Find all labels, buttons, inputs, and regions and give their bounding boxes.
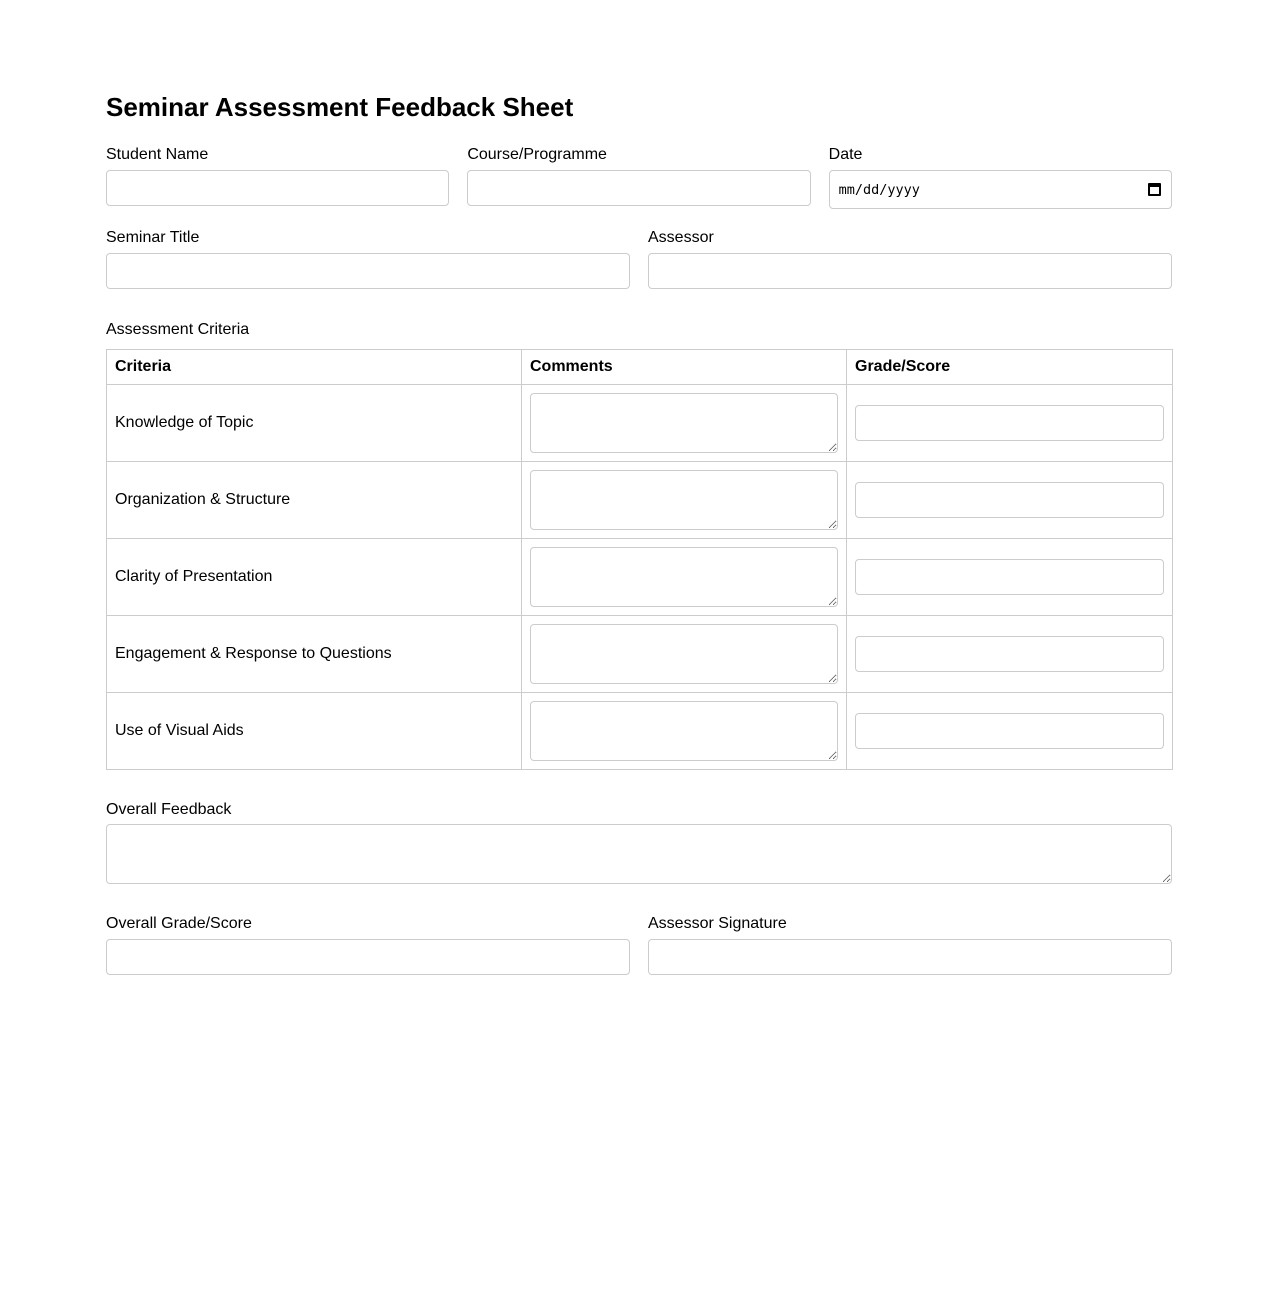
- page-title: Seminar Assessment Feedback Sheet: [106, 92, 574, 122]
- criteria-table: [106, 349, 1173, 770]
- grade-cell: [847, 462, 1173, 539]
- assessor-signature-field: [648, 915, 1172, 975]
- overall-feedback-label: Overall Feedback: [106, 801, 232, 818]
- student-name-input[interactable]: [106, 170, 449, 206]
- date-input[interactable]: [829, 170, 1172, 209]
- table-row: [107, 385, 1173, 462]
- table-row: [107, 539, 1173, 616]
- grade-input[interactable]: [855, 405, 1164, 441]
- date-label: Date: [828, 146, 863, 163]
- date-field: [829, 146, 1172, 209]
- comments-cell: [522, 616, 847, 693]
- table-header-row: [107, 350, 1173, 385]
- table-row: [107, 462, 1173, 539]
- grade-input[interactable]: [855, 559, 1164, 595]
- student-name-label: Student Name: [106, 146, 209, 163]
- grade-cell: [847, 539, 1173, 616]
- criteria-cell: Organization & Structure: [107, 462, 522, 539]
- grade-input[interactable]: [855, 713, 1164, 749]
- assessor-label: Assessor: [648, 229, 714, 246]
- comments-textarea[interactable]: [530, 624, 838, 684]
- column-header-criteria: Criteria: [107, 350, 522, 385]
- overall-feedback-field: [106, 801, 1172, 884]
- criteria-cell: Engagement & Response to Questions: [107, 616, 522, 693]
- column-header-grade: Grade/Score: [847, 350, 1173, 385]
- comments-cell: [522, 385, 847, 462]
- overall-feedback-textarea[interactable]: [106, 824, 1172, 884]
- comments-cell: [522, 539, 847, 616]
- grade-cell: [847, 616, 1173, 693]
- feedback-form: [106, 88, 1172, 975]
- seminar-title-label: Seminar Title: [106, 229, 200, 246]
- comments-textarea[interactable]: [530, 470, 838, 530]
- course-input[interactable]: [467, 170, 810, 206]
- grade-cell: [847, 693, 1173, 770]
- course-label: Course/Programme: [467, 146, 607, 163]
- assessor-signature-input[interactable]: [648, 939, 1172, 975]
- overall-grade-input[interactable]: [106, 939, 630, 975]
- comments-cell: [522, 693, 847, 770]
- criteria-section-label: Assessment Criteria: [106, 321, 250, 338]
- student-name-field: [106, 146, 449, 209]
- table-row: [107, 693, 1173, 770]
- comments-cell: [522, 462, 847, 539]
- calendar-icon[interactable]: [1148, 183, 1161, 196]
- seminar-title-field: [106, 229, 630, 289]
- comments-textarea[interactable]: [530, 547, 838, 607]
- table-row: [107, 616, 1173, 693]
- comments-textarea[interactable]: [530, 701, 838, 761]
- grade-input[interactable]: [855, 482, 1164, 518]
- header-row-2: [106, 229, 1172, 289]
- criteria-cell: Knowledge of Topic: [107, 385, 522, 462]
- overall-grade-label: Overall Grade/Score: [106, 915, 252, 932]
- course-field: [467, 146, 810, 209]
- criteria-section: [106, 321, 1172, 770]
- footer-row: [106, 915, 1172, 975]
- grade-input[interactable]: [855, 636, 1164, 672]
- assessor-field: [648, 229, 1172, 289]
- criteria-cell: Use of Visual Aids: [107, 693, 522, 770]
- assessor-input[interactable]: [648, 253, 1172, 289]
- column-header-comments: Comments: [522, 350, 847, 385]
- grade-cell: [847, 385, 1173, 462]
- overall-grade-field: [106, 915, 630, 975]
- criteria-cell: Clarity of Presentation: [107, 539, 522, 616]
- seminar-title-input[interactable]: [106, 253, 630, 289]
- date-placeholder: mm/dd/yyyy: [838, 181, 920, 198]
- comments-textarea[interactable]: [530, 393, 838, 453]
- header-row-1: [106, 146, 1172, 209]
- assessor-signature-label: Assessor Signature: [648, 915, 787, 932]
